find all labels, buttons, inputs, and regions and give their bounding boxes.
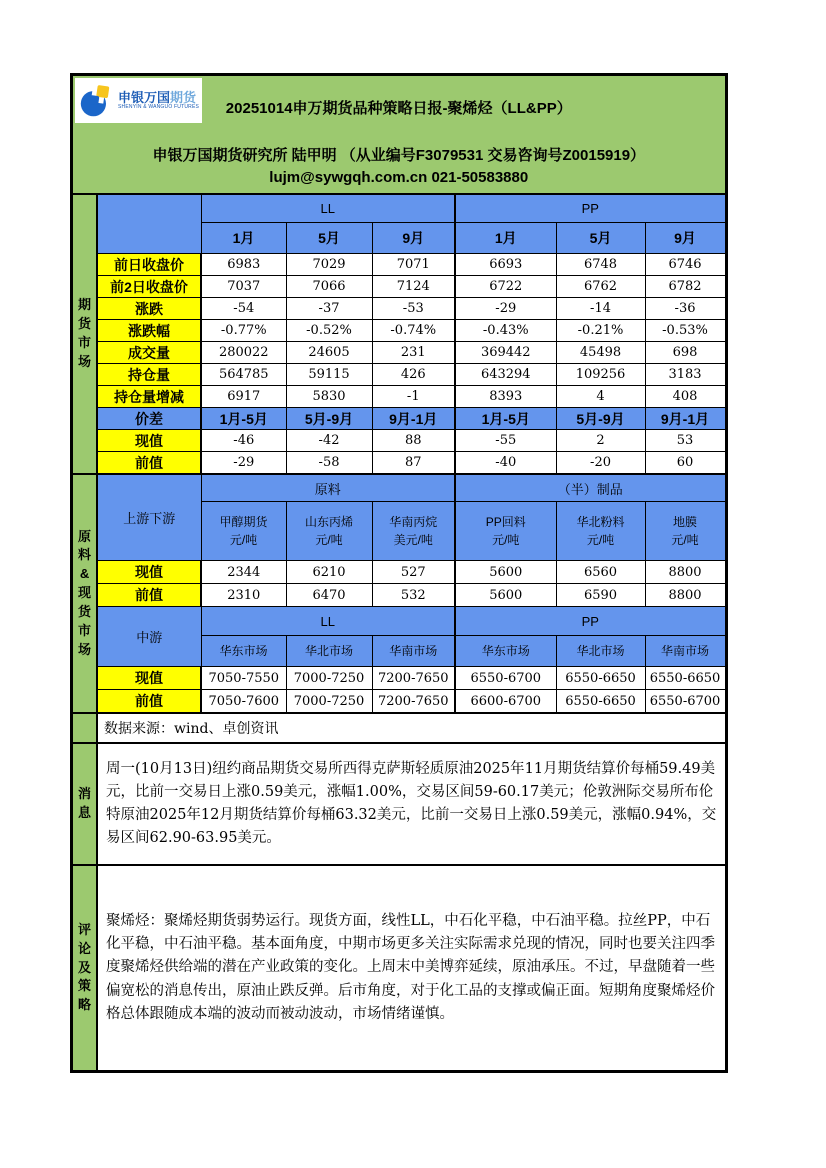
value-cell: 8800 [645, 561, 726, 584]
row-label: 现值 [97, 430, 201, 452]
column-unit: 元/吨 [671, 533, 699, 547]
value-cell: -0.21% [556, 320, 645, 342]
value-cell: 6560 [556, 561, 645, 584]
spread-header: 1月-5月 [201, 408, 286, 430]
value-cell: 6722 [455, 276, 556, 298]
column-unit: 元/吨 [315, 533, 343, 547]
column-unit: 美元/吨 [393, 533, 433, 547]
row-label: 前日收盘价 [97, 254, 201, 276]
table-row [72, 298, 727, 320]
value-cell: 6550-6700 [455, 667, 556, 690]
table-row [72, 452, 727, 475]
value-cell: 7000-7250 [286, 690, 372, 714]
month-header: 5月 [286, 223, 372, 254]
value-cell: -55 [455, 430, 556, 452]
row-label: 持仓量增减 [97, 386, 201, 408]
news-text: 周一(10月13日)纽约商品期货交易所西得克萨斯轻质原油2025年11月期货结算价每桶59.49美元，比前一交易日上涨0.59美元，涨幅1.00%，交易区间59-60.17美元；伦敦洲际交易所布伦特原油2025年12月期货结算价每桶63.32美元，比前一交易日上涨0.59美元，涨幅0.94%，交易区间62.90-63.95美元。 [97, 743, 726, 865]
value-cell: 45498 [556, 342, 645, 364]
spread-header: 1月-5月 [455, 408, 556, 430]
market-header: 华南市场 [645, 636, 726, 667]
row-label: 前值 [97, 584, 201, 607]
source-row [72, 713, 727, 743]
value-cell: -36 [645, 298, 726, 320]
midstream-group-pp: PP [455, 607, 726, 636]
table-row [72, 320, 727, 342]
value-cell: 24605 [286, 342, 372, 364]
futures-group-header-row [72, 194, 727, 223]
value-cell: 6693 [455, 254, 556, 276]
value-cell: 7124 [372, 276, 455, 298]
value-cell: 7200-7650 [372, 690, 455, 714]
value-cell: -58 [286, 452, 372, 475]
month-header: 9月 [372, 223, 455, 254]
month-header: 1月 [201, 223, 286, 254]
value-cell: 6983 [201, 254, 286, 276]
value-cell: 527 [372, 561, 455, 584]
value-cell: 6782 [645, 276, 726, 298]
column-header [201, 502, 286, 561]
column-header [645, 502, 726, 561]
value-cell: -54 [201, 298, 286, 320]
market-header: 华东市场 [455, 636, 556, 667]
value-cell: 2344 [201, 561, 286, 584]
value-cell: 7000-7250 [286, 667, 372, 690]
column-name: PP回料 [485, 515, 526, 529]
value-cell: 109256 [556, 364, 645, 386]
value-cell: 7037 [201, 276, 286, 298]
contact-line: lujm@sywgqh.com.cn 021-50583880 [269, 169, 529, 186]
value-cell: 2 [556, 430, 645, 452]
data-source: 数据来源：wind、卓创资讯 [97, 713, 726, 743]
report-title: 20251014申万期货品种策略日报-聚烯烃（LL&PP） [225, 100, 572, 117]
market-header: 华北市场 [556, 636, 645, 667]
logo-cn [118, 91, 199, 105]
row-label: 现值 [97, 667, 201, 690]
market-header: 华南市场 [372, 636, 455, 667]
midstream-group-header-row [72, 607, 727, 636]
month-header: 5月 [556, 223, 645, 254]
logo-cn-sub: 期货 [170, 90, 197, 106]
value-cell: 7071 [372, 254, 455, 276]
value-cell: 5830 [286, 386, 372, 408]
value-cell: -29 [201, 452, 286, 475]
column-name: 山东丙烯 [305, 515, 354, 529]
row-label: 持仓量 [97, 364, 201, 386]
value-cell: -0.52% [286, 320, 372, 342]
report-subtitle [73, 145, 725, 189]
news-row [72, 743, 727, 865]
value-cell: -14 [556, 298, 645, 320]
value-cell: 532 [372, 584, 455, 607]
section-label-futures: 期货市场 [72, 194, 98, 474]
value-cell: 6748 [556, 254, 645, 276]
value-cell: 6550-6650 [556, 667, 645, 690]
column-header [372, 502, 455, 561]
value-cell: 87 [372, 452, 455, 475]
table-row [72, 342, 727, 364]
value-cell: 6600-6700 [455, 690, 556, 714]
midstream-label: 中游 [97, 607, 201, 667]
value-cell: 3183 [645, 364, 726, 386]
comment-row [72, 865, 727, 1072]
row-label: 涨跌幅 [97, 320, 201, 342]
value-cell: 643294 [455, 364, 556, 386]
value-cell: 698 [645, 342, 726, 364]
market-header: 华北市场 [286, 636, 372, 667]
column-name: 华北粉料 [576, 515, 625, 529]
month-header: 1月 [455, 223, 556, 254]
futures-group-ll: LL [201, 194, 455, 223]
table-row [72, 276, 727, 298]
value-cell: -0.77% [201, 320, 286, 342]
value-cell: 564785 [201, 364, 286, 386]
value-cell: 8393 [455, 386, 556, 408]
value-cell: 6550-6650 [556, 690, 645, 714]
row-label: 前2日收盘价 [97, 276, 201, 298]
value-cell: 5600 [455, 584, 556, 607]
row-label: 涨跌 [97, 298, 201, 320]
column-name: 地膜 [673, 515, 698, 529]
value-cell: -0.74% [372, 320, 455, 342]
value-cell: 231 [372, 342, 455, 364]
column-unit: 元/吨 [492, 533, 520, 547]
value-cell: 6917 [201, 386, 286, 408]
section-label-news: 消息 [72, 743, 98, 865]
value-cell: 408 [645, 386, 726, 408]
column-unit: 元/吨 [586, 533, 615, 547]
value-cell: 6470 [286, 584, 372, 607]
value-cell: 2310 [201, 584, 286, 607]
logo [75, 78, 202, 123]
value-cell: 6210 [286, 561, 372, 584]
value-cell: 6746 [645, 254, 726, 276]
value-cell: 6762 [556, 276, 645, 298]
futures-corner-cell [97, 194, 201, 254]
value-cell: 8800 [645, 584, 726, 607]
logo-cn-main: 申银万国 [118, 90, 171, 106]
value-cell: -29 [455, 298, 556, 320]
value-cell: 4 [556, 386, 645, 408]
value-cell: 59115 [286, 364, 372, 386]
value-cell: 7050-7550 [201, 667, 286, 690]
section-label-spot: 原料&现货市场 [72, 474, 98, 713]
upstream-group-raw: 原料 [201, 474, 455, 502]
column-name: 甲醇期货 [219, 515, 268, 529]
row-label: 前值 [97, 690, 201, 714]
row-label: 前值 [97, 452, 201, 475]
value-cell: -42 [286, 430, 372, 452]
value-cell: -53 [372, 298, 455, 320]
spread-header: 9月-1月 [645, 408, 726, 430]
value-cell: -46 [201, 430, 286, 452]
value-cell: -0.53% [645, 320, 726, 342]
futures-group-pp: PP [455, 194, 726, 223]
column-header [455, 502, 556, 561]
midstream-group-ll: LL [201, 607, 455, 636]
value-cell: 6550-6650 [645, 667, 726, 690]
spread-header: 5月-9月 [556, 408, 645, 430]
value-cell: 88 [372, 430, 455, 452]
table-row [72, 561, 727, 584]
value-cell: 426 [372, 364, 455, 386]
value-cell: 6550-6700 [645, 690, 726, 714]
value-cell: 280022 [201, 342, 286, 364]
report-header [72, 75, 727, 195]
row-label: 成交量 [97, 342, 201, 364]
value-cell: 53 [645, 430, 726, 452]
value-cell: -1 [372, 386, 455, 408]
value-cell: 7200-7650 [372, 667, 455, 690]
spread-header: 5月-9月 [286, 408, 372, 430]
value-cell: 60 [645, 452, 726, 475]
table-row [72, 364, 727, 386]
market-header: 华东市场 [201, 636, 286, 667]
table-row [72, 430, 727, 452]
comment-text: 聚烯烃：聚烯烃期货弱势运行。现货方面，线性LL，中石化平稳，中石油平稳。拉丝PP，中石化平稳，中石油平稳。基本面角度，中期市场更多关注实际需求兑现的情况，同时也要关注四季度聚烯烃供给端的潜在产业政策的变化。上周末中美博弈延续，原油承压。不过，早盘随着一些偏宽松的消息传出，原油止跌反弹。后市角度，对于化工品的支撑或偏正面。短期角度聚烯烃价格总体跟随成本端的波动而被动波动，市场情绪谨慎。 [97, 865, 726, 1072]
table-row [72, 690, 727, 714]
table-row [72, 386, 727, 408]
value-cell: 7029 [286, 254, 372, 276]
logo-icon [79, 83, 115, 119]
spread-header: 9月-1月 [372, 408, 455, 430]
value-cell: -0.43% [455, 320, 556, 342]
upstream-group-header-row [72, 474, 727, 502]
value-cell: 369442 [455, 342, 556, 364]
section-label-comment: 评论及策略 [72, 865, 98, 1072]
header-row [72, 75, 727, 195]
logo-en: SHENYIN & WANGUO FUTURES [118, 103, 200, 110]
author-line: 申银万国期货研究所 陆甲明 （从业编号F3079531 交易咨询号Z0015919） [152, 147, 646, 164]
column-name: 华南丙烷 [389, 515, 438, 529]
report-table [70, 73, 728, 1073]
logo-text [118, 91, 199, 110]
table-row [72, 254, 727, 276]
value-cell: 7066 [286, 276, 372, 298]
table-row [72, 667, 727, 690]
row-label: 现值 [97, 561, 201, 584]
column-header [286, 502, 372, 561]
spread-header-row [72, 408, 727, 430]
table-row [72, 584, 727, 607]
upstream-label: 上游下游 [97, 474, 201, 561]
source-sidebar-cell [72, 713, 98, 743]
value-cell: -20 [556, 452, 645, 475]
value-cell: 7050-7600 [201, 690, 286, 714]
spread-label: 价差 [97, 408, 201, 430]
upstream-group-semi: （半）制品 [455, 474, 726, 502]
column-header [556, 502, 645, 561]
value-cell: -37 [286, 298, 372, 320]
month-header: 9月 [645, 223, 726, 254]
value-cell: 5600 [455, 561, 556, 584]
value-cell: 6590 [556, 584, 645, 607]
value-cell: -40 [455, 452, 556, 475]
column-unit: 元/吨 [229, 533, 258, 547]
